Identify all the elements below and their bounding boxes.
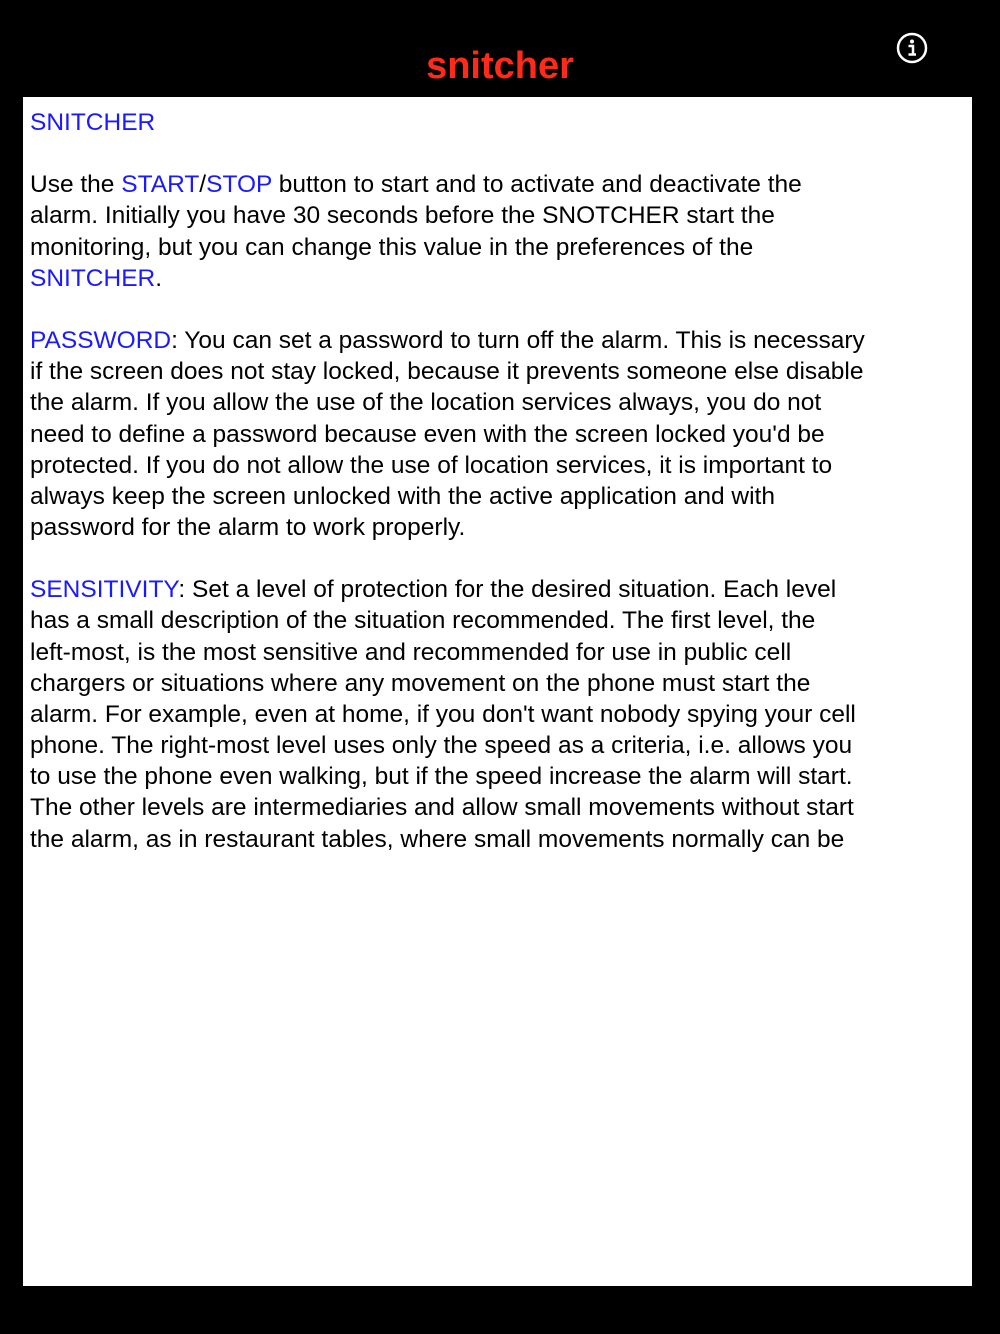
stop-keyword: STOP [206, 171, 272, 199]
sensitivity-line-4: chargers or situations where any movement on the phone must start the [30, 669, 811, 697]
sensitivity-line-3: left-most, is the most sensitive and recommended for use in public cell [30, 638, 792, 666]
password-paragraph [30, 325, 967, 543]
snitcher-heading-link: SNITCHER [30, 109, 156, 136]
info-circle-icon [895, 31, 929, 65]
sensitivity-line-7: to use the phone even walking, but if the speed increase the alarm will start. [30, 763, 853, 791]
intro-line-1 [30, 169, 967, 200]
intro-line-2: alarm. Initially you have 30 seconds before the SNOTCHER start the [30, 202, 775, 230]
sensitivity-line-9: the alarm, as in restaurant tables, where small movements normally can be [30, 825, 845, 853]
intro-text: . [155, 264, 163, 292]
password-line-4: need to define a password because even with the screen locked you'd be [30, 420, 825, 448]
app-title: snitcher [426, 45, 574, 87]
info-button[interactable] [895, 31, 929, 65]
password-keyword: PASSWORD [30, 327, 172, 355]
sensitivity-line-1 [30, 574, 967, 605]
password-line-5: protected. If you do not allow the use of location services, it is important to [30, 451, 833, 479]
navigation-bar [0, 0, 1000, 97]
separator: / [199, 171, 207, 199]
sensitivity-keyword: SENSITIVITY [30, 576, 179, 604]
intro-line-4 [30, 263, 967, 294]
sensitivity-line-5: alarm. For example, even at home, if you don't want nobody spying your cell [30, 700, 856, 728]
password-line-7: password for the alarm to work properly. [30, 514, 466, 541]
sensitivity-line-6: phone. The right-most level uses only the speed as a criteria, i.e. allows you [30, 732, 853, 760]
password-line-1 [30, 325, 967, 356]
sensitivity-paragraph [30, 574, 967, 854]
password-line-3: the alarm. If you allow the use of the location services always, you do not [30, 389, 822, 417]
intro-text: button to start and to activate and deactivate the [271, 171, 802, 199]
snitcher-keyword: SNITCHER [30, 264, 156, 292]
password-line-2: if the screen does not stay locked, because it prevents someone else disable [30, 358, 864, 386]
password-text: : You can set a password to turn off the alarm. This is necessary [171, 327, 865, 355]
help-content-panel[interactable] [23, 97, 972, 1286]
sensitivity-text: : Set a level of protection for the desired situation. Each level [178, 576, 837, 604]
password-line-6: always keep the screen unlocked with the active application and with [30, 482, 775, 510]
sensitivity-line-2: has a small description of the situation recommended. The first level, the [30, 607, 816, 635]
sensitivity-line-8: The other levels are intermediaries and allow small movements without start [30, 794, 854, 822]
help-text-view[interactable] [30, 107, 967, 853]
start-keyword: START [121, 171, 200, 199]
intro-line-3: monitoring, but you can change this value in the preferences of the [30, 233, 754, 261]
help-heading [30, 107, 967, 138]
intro-text: Use the [30, 171, 122, 199]
intro-paragraph [30, 169, 967, 294]
